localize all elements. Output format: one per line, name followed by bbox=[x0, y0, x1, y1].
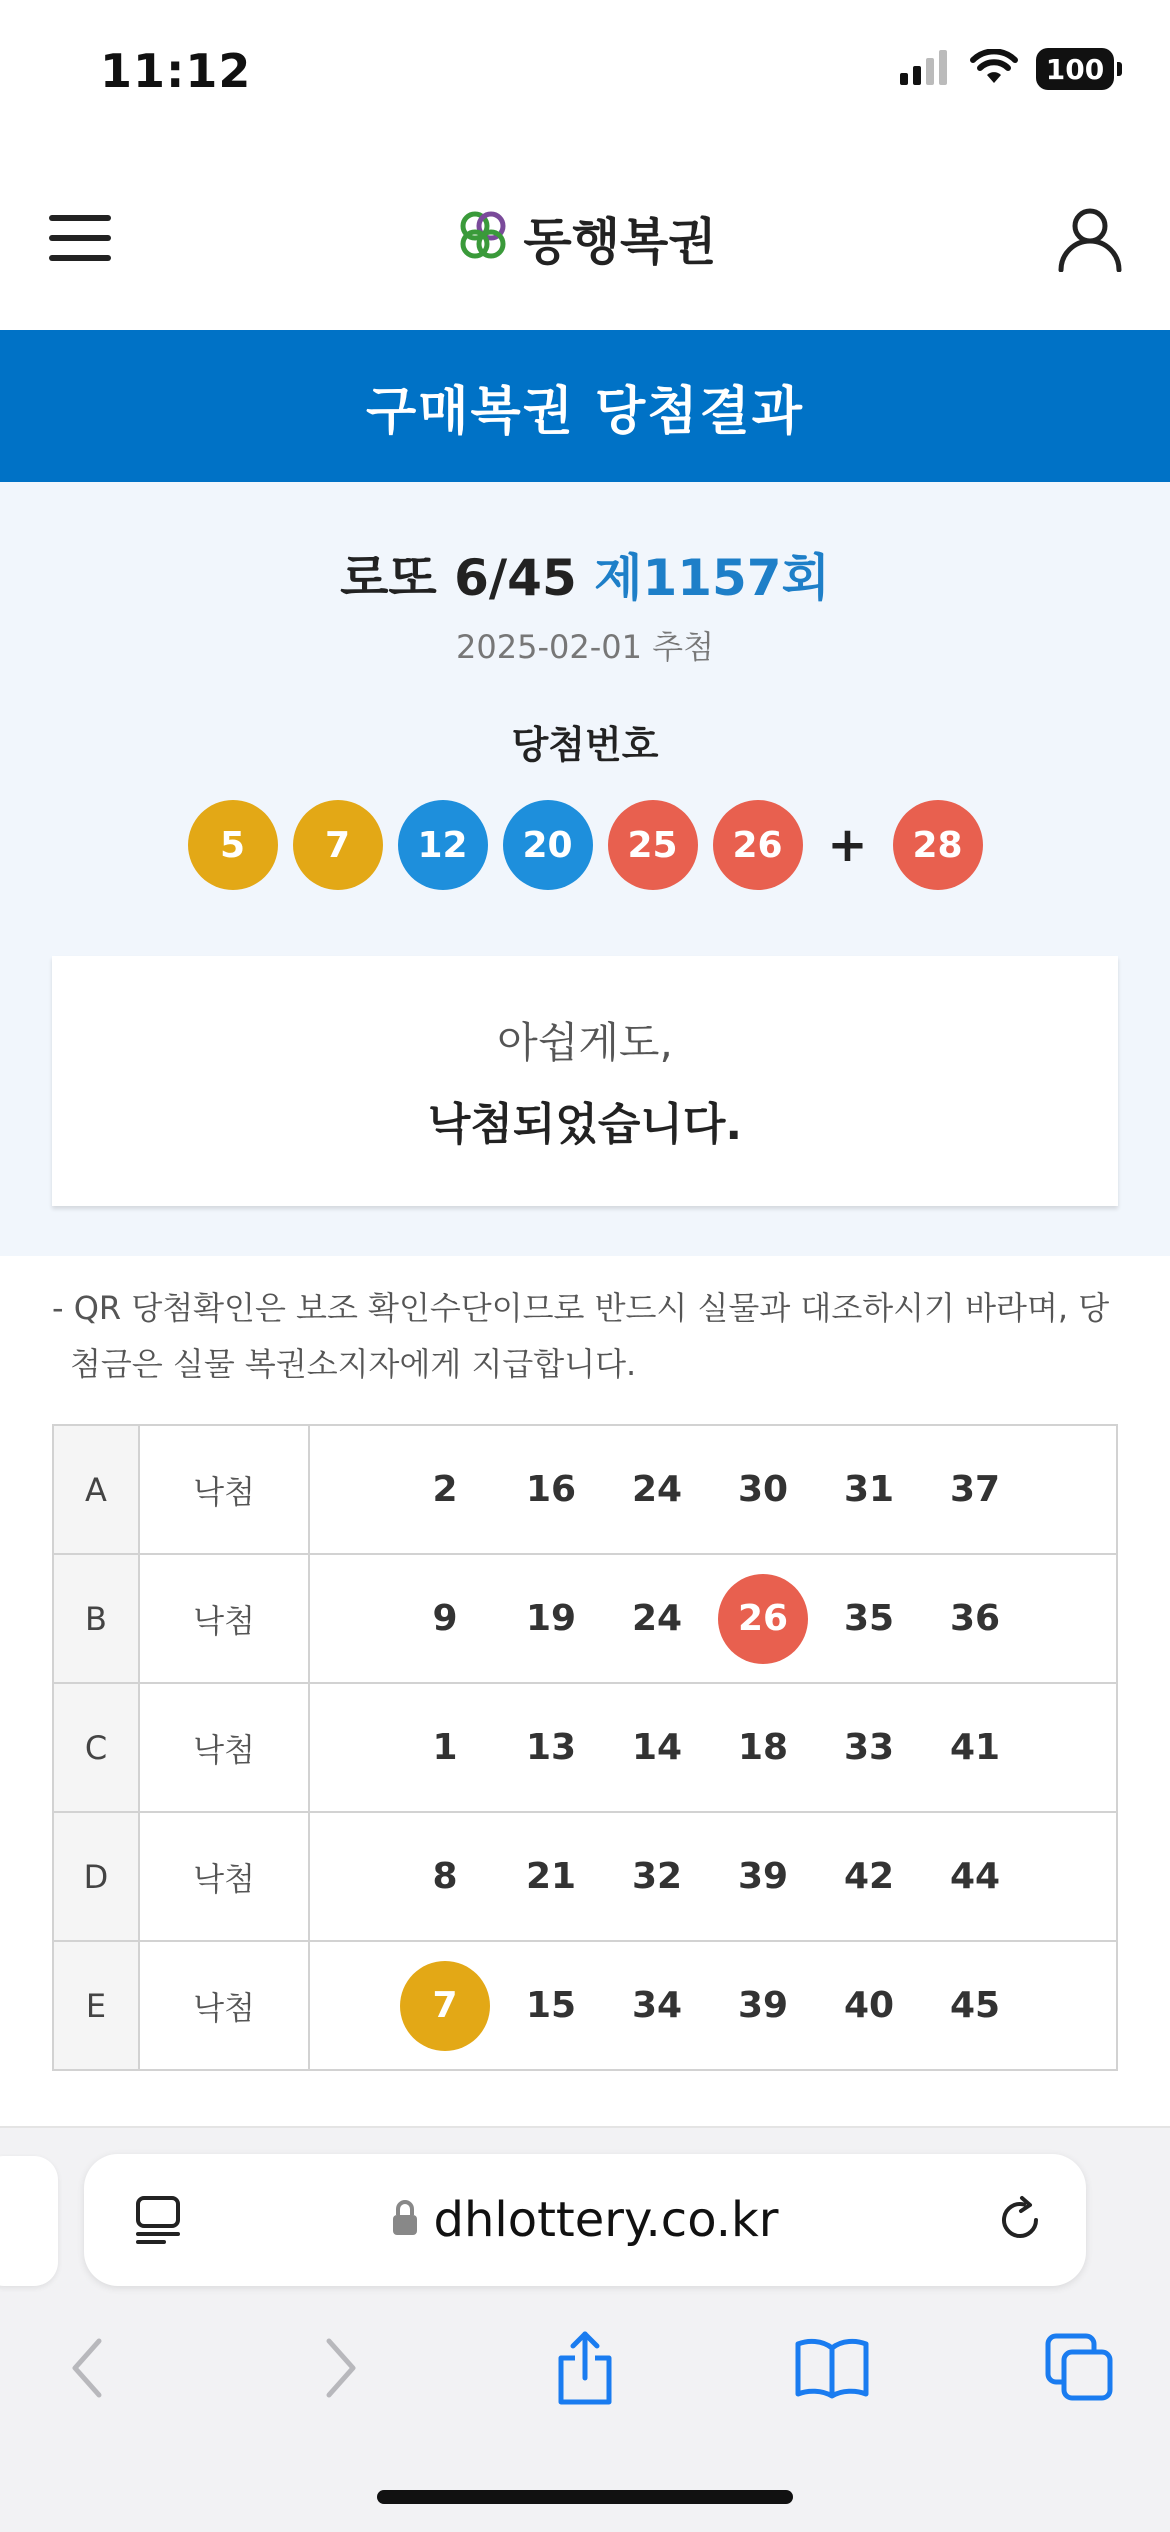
browser-toolbar bbox=[0, 2318, 1170, 2418]
ticket-number: 41 bbox=[949, 1727, 1001, 1768]
ticket-number: 32 bbox=[631, 1856, 683, 1897]
ticket-numbers bbox=[309, 1425, 1117, 1554]
result-message-line1: 아쉽게도, bbox=[497, 1018, 673, 1067]
ticket-game-label: C bbox=[53, 1683, 139, 1812]
ticket-table bbox=[52, 1424, 1118, 2071]
ticket-number: 33 bbox=[843, 1727, 895, 1768]
ticket-number: 36 bbox=[949, 1598, 1001, 1639]
previous-tab-preview[interactable] bbox=[0, 2156, 58, 2286]
logo-text: 동행복권 bbox=[523, 213, 717, 271]
status-time: 11:12 bbox=[100, 44, 252, 98]
browser-chrome bbox=[0, 2128, 1170, 2532]
draw-round: 제1157회 bbox=[594, 549, 830, 607]
ticket-number: 39 bbox=[737, 1985, 789, 2026]
winning-ball: 26 bbox=[713, 800, 803, 890]
ticket-row bbox=[53, 1425, 1117, 1554]
matched-number-ball: 26 bbox=[718, 1574, 808, 1664]
ticket-number: 16 bbox=[525, 1469, 577, 1510]
status-bar bbox=[0, 0, 1170, 150]
ticket-status: 낙첨 bbox=[139, 1683, 309, 1812]
ticket-row bbox=[53, 1941, 1117, 2070]
ticket-game-label: D bbox=[53, 1812, 139, 1941]
page-banner bbox=[0, 330, 1170, 482]
ticket-number: 40 bbox=[843, 1985, 895, 2026]
ticket-game-label: E bbox=[53, 1941, 139, 2070]
qr-notice: - QR 당첨확인은 보조 확인수단이므로 반드시 실물과 대조하시기 바라며, 당첨금은 실물 복권소지자에게 지급합니다. bbox=[52, 1289, 1110, 1383]
ticket-number: 14 bbox=[631, 1727, 683, 1768]
draw-title bbox=[0, 538, 1170, 610]
ticket-number: 42 bbox=[843, 1856, 895, 1897]
winning-ball: 7 bbox=[293, 800, 383, 890]
tabs-button[interactable] bbox=[1040, 2328, 1120, 2408]
winning-ball: 25 bbox=[608, 800, 698, 890]
ticket-number: 35 bbox=[843, 1598, 895, 1639]
game-name: 로또 6/45 bbox=[340, 549, 595, 607]
ticket-status: 낙첨 bbox=[139, 1812, 309, 1941]
ticket-status: 낙첨 bbox=[139, 1554, 309, 1683]
bookmarks-button[interactable] bbox=[792, 2328, 872, 2408]
ticket-row bbox=[53, 1683, 1117, 1812]
ticket-number: 9 bbox=[432, 1598, 458, 1639]
result-message-card bbox=[52, 956, 1118, 1206]
share-icon bbox=[553, 2330, 617, 2406]
ticket-number: 30 bbox=[737, 1469, 789, 1510]
ticket-number: 37 bbox=[949, 1469, 1001, 1510]
chevron-right-icon bbox=[315, 2333, 365, 2403]
page-title: 구매복권 당첨결과 bbox=[366, 381, 804, 442]
winning-ball: 12 bbox=[398, 800, 488, 890]
ticket-number: 15 bbox=[525, 1985, 577, 2026]
ticket-numbers bbox=[309, 1554, 1117, 1683]
lock-icon bbox=[391, 2199, 419, 2241]
ticket-number: 19 bbox=[525, 1598, 577, 1639]
ticket-row bbox=[53, 1812, 1117, 1941]
draw-date: 2025-02-01 추첨 bbox=[456, 628, 714, 666]
status-icons bbox=[900, 48, 1114, 90]
chevron-left-icon bbox=[63, 2333, 113, 2403]
forward-button[interactable] bbox=[300, 2328, 380, 2408]
ticket-number: 2 bbox=[432, 1469, 458, 1510]
share-button[interactable] bbox=[545, 2328, 625, 2408]
ticket-status: 낙첨 bbox=[139, 1941, 309, 2070]
wifi-icon bbox=[970, 49, 1018, 89]
ticket-number: 18 bbox=[737, 1727, 789, 1768]
plus-sign: + bbox=[827, 817, 868, 873]
ticket-number: 34 bbox=[631, 1985, 683, 2026]
site-logo[interactable] bbox=[0, 202, 1170, 274]
winning-ball: 20 bbox=[503, 800, 593, 890]
app-header bbox=[0, 150, 1170, 330]
ticket-number: 24 bbox=[631, 1598, 683, 1639]
user-account-button[interactable] bbox=[1050, 198, 1130, 278]
cellular-signal-icon bbox=[900, 49, 952, 89]
ticket-numbers bbox=[309, 1941, 1117, 2070]
ticket-number: 44 bbox=[949, 1856, 1001, 1897]
ticket-number: 45 bbox=[949, 1985, 1001, 2026]
home-indicator[interactable] bbox=[377, 2490, 793, 2504]
draw-result-panel bbox=[0, 482, 1170, 1256]
tabs-icon bbox=[1044, 2332, 1116, 2404]
ticket-number: 24 bbox=[631, 1469, 683, 1510]
winning-numbers-label: 당첨번호 bbox=[511, 723, 659, 767]
book-icon bbox=[794, 2336, 870, 2400]
ticket-game-label: A bbox=[53, 1425, 139, 1554]
ticket-numbers bbox=[309, 1812, 1117, 1941]
matched-number-ball: 7 bbox=[400, 1961, 490, 2051]
back-button[interactable] bbox=[48, 2328, 128, 2408]
ticket-game-label: B bbox=[53, 1554, 139, 1683]
ticket-number: 13 bbox=[525, 1727, 577, 1768]
user-icon bbox=[1056, 204, 1124, 272]
clover-logo-icon bbox=[453, 206, 513, 270]
address-bar[interactable] bbox=[84, 2154, 1086, 2286]
ticket-number: 8 bbox=[432, 1856, 458, 1897]
url-display[interactable] bbox=[84, 2154, 1086, 2286]
reload-icon bbox=[994, 2194, 1046, 2246]
ticket-number: 1 bbox=[432, 1727, 458, 1768]
ticket-number: 31 bbox=[843, 1469, 895, 1510]
ticket-row bbox=[53, 1554, 1117, 1683]
reload-button[interactable] bbox=[990, 2190, 1050, 2250]
winning-numbers bbox=[0, 800, 1170, 890]
bonus-ball: 28 bbox=[893, 800, 983, 890]
ticket-number: 39 bbox=[737, 1856, 789, 1897]
battery-icon: 100 bbox=[1036, 48, 1114, 90]
ticket-number: 21 bbox=[525, 1856, 577, 1897]
url-text: dhlottery.co.kr bbox=[433, 2192, 779, 2248]
ticket-status: 낙첨 bbox=[139, 1425, 309, 1554]
ticket-numbers bbox=[309, 1683, 1117, 1812]
result-message-line2: 낙첨되었습니다. bbox=[427, 1099, 743, 1150]
winning-ball: 5 bbox=[188, 800, 278, 890]
